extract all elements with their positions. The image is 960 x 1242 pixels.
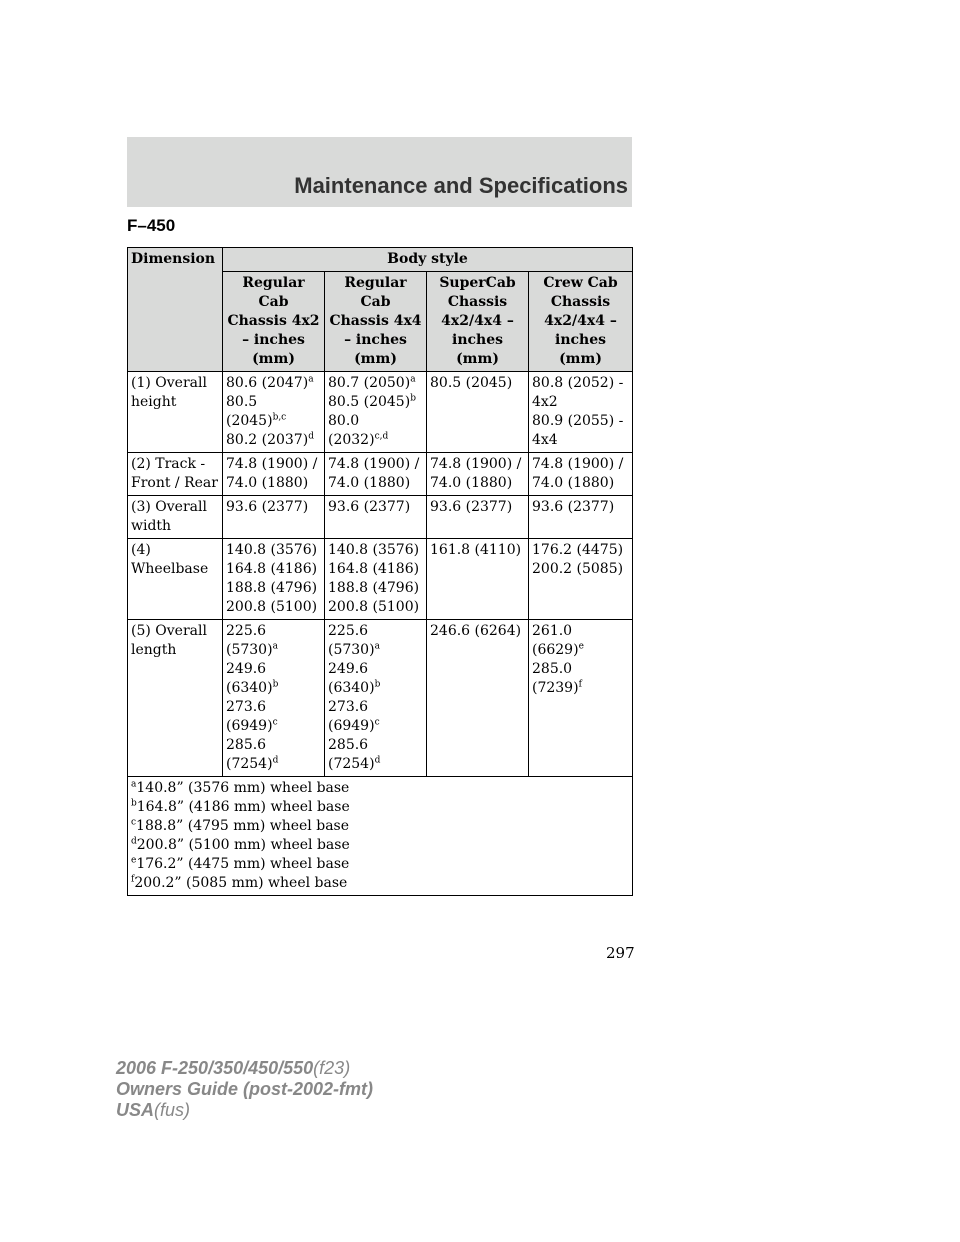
cell-value: (2032) — [328, 432, 375, 448]
cell-value: 249.6 — [328, 661, 369, 677]
cell-line — [328, 498, 423, 517]
footnote — [131, 855, 629, 874]
cell-value: 188.8 (4796) — [328, 580, 420, 596]
cell-value: 200.8 (5100) — [226, 599, 318, 615]
row-label — [128, 453, 223, 496]
column-header — [325, 272, 427, 372]
cell-line — [226, 455, 321, 474]
section-title: F–450 — [127, 216, 176, 235]
cell-line — [328, 698, 423, 717]
column-header-line: Chassis — [447, 294, 508, 310]
column-header — [427, 272, 529, 372]
footnote — [131, 798, 629, 817]
column-header-line: SuperCab — [439, 275, 516, 291]
cell-line — [328, 560, 423, 579]
column-header-line: Chassis 4x2 — [227, 313, 320, 329]
row-label — [128, 620, 223, 777]
footnote-marker: b — [410, 393, 416, 404]
body-style-header: Body style — [223, 248, 633, 272]
column-header-line: Regular — [242, 275, 305, 291]
footnote-marker: a — [308, 374, 314, 385]
footnote-marker: f — [578, 679, 582, 690]
cell-line — [532, 455, 629, 474]
cell-line — [226, 622, 321, 641]
cell-value: 164.8 (4186) — [328, 561, 420, 577]
cell-value: 249.6 — [226, 661, 267, 677]
cell-line — [226, 474, 321, 493]
cell-value: 74.0 (1880) — [226, 475, 309, 491]
cell-value: (6949) — [226, 718, 273, 734]
cell-value: 74.0 (1880) — [328, 475, 411, 491]
table-cell — [325, 372, 427, 453]
footnote-marker: c — [374, 717, 380, 728]
table-cell — [529, 453, 633, 496]
footnote-marker: f — [131, 874, 135, 885]
cell-value: 200.8 (5100) — [328, 599, 420, 615]
footnote-text: 200.2” (5085 mm) wheel base — [134, 875, 348, 891]
row-label — [128, 372, 223, 453]
cell-value: (2045) — [226, 413, 273, 429]
cell-value: 4x4 — [532, 432, 558, 448]
footnote — [131, 779, 629, 798]
footnote — [131, 836, 629, 855]
footnote-marker: e — [131, 855, 137, 866]
column-header-line: (mm) — [252, 351, 295, 367]
column-header-line: Cab — [360, 294, 391, 310]
column-header-line: inches — [452, 332, 503, 348]
cell-line — [226, 641, 321, 660]
column-header-line: (mm) — [354, 351, 397, 367]
cell-value: 273.6 — [328, 699, 369, 715]
dimension-header: Dimension — [128, 248, 223, 372]
header-band — [127, 137, 632, 207]
column-header-line: – inches — [344, 332, 407, 348]
cell-line — [430, 622, 525, 641]
cell-value: 74.8 (1900) / — [430, 456, 522, 472]
footnote-marker: e — [578, 641, 584, 652]
cell-value: 93.6 (2377) — [328, 499, 411, 515]
cell-line — [532, 560, 629, 579]
cell-value: 285.0 — [532, 661, 573, 677]
cell-value: 225.6 — [226, 623, 267, 639]
cell-line — [532, 641, 629, 660]
cell-line — [430, 498, 525, 517]
cell-value: 4x2 — [532, 394, 558, 410]
cell-line — [226, 698, 321, 717]
column-header — [529, 272, 633, 372]
table-cell — [325, 539, 427, 620]
footnote-text: 188.8” (4795 mm) wheel base — [136, 818, 350, 834]
row-label-line: (3) Overall — [131, 499, 207, 515]
cell-value: 74.0 (1880) — [430, 475, 513, 491]
column-header-line: 4x2/4x4 – — [544, 313, 617, 329]
footnote-marker: d — [308, 431, 314, 442]
cell-line — [226, 736, 321, 755]
footnote — [131, 817, 629, 836]
table-cell — [529, 496, 633, 539]
footnote-marker: b — [272, 679, 279, 690]
cell-line — [328, 455, 423, 474]
row-label-line: height — [131, 394, 177, 410]
row-label-line: (2) Track - — [131, 456, 206, 472]
cell-line — [328, 598, 423, 617]
row-label-line: (5) Overall — [131, 623, 207, 639]
footer-market-code: (fus) — [154, 1100, 191, 1120]
cell-value: 80.0 — [328, 413, 360, 429]
cell-line — [226, 579, 321, 598]
table-cell — [223, 496, 325, 539]
cell-line — [430, 541, 525, 560]
cell-line — [328, 579, 423, 598]
cell-line — [328, 622, 423, 641]
cell-line — [328, 679, 423, 698]
cell-value: 74.8 (1900) / — [226, 456, 318, 472]
row-label-line: Front / Rear — [131, 475, 218, 491]
cell-value: 273.6 — [226, 699, 267, 715]
cell-line — [226, 560, 321, 579]
footnote-marker: d — [272, 755, 279, 766]
cell-value: (7254) — [226, 756, 273, 772]
row-label — [128, 539, 223, 620]
cell-line — [328, 717, 423, 736]
footnote-marker: c,d — [374, 431, 389, 442]
cell-line — [532, 541, 629, 560]
cell-line — [226, 431, 321, 450]
cell-value: 261.0 — [532, 623, 573, 639]
cell-line — [430, 455, 525, 474]
table-body — [128, 372, 633, 896]
cell-value: 93.6 (2377) — [430, 499, 513, 515]
table-cell — [427, 372, 529, 453]
table-cell — [223, 453, 325, 496]
column-header-line: Cab — [258, 294, 289, 310]
cell-value: 80.2 (2037) — [226, 432, 309, 448]
cell-line — [328, 755, 423, 774]
cell-line — [532, 393, 629, 412]
cell-line — [226, 679, 321, 698]
cell-value: 246.6 (6264) — [430, 623, 522, 639]
cell-line — [328, 541, 423, 560]
table-row — [128, 372, 633, 453]
table-cell — [427, 539, 529, 620]
table-row — [128, 453, 633, 496]
column-header-line: (mm) — [559, 351, 602, 367]
footnote-marker: a — [131, 779, 137, 790]
footnote-text: 164.8” (4186 mm) wheel base — [136, 799, 350, 815]
cell-value: 188.8 (4796) — [226, 580, 318, 596]
table-cell — [223, 620, 325, 777]
cell-value: 80.7 (2050) — [328, 375, 411, 391]
cell-line — [328, 393, 423, 412]
cell-value: 80.9 (2055) - — [532, 413, 624, 429]
footnote-marker: c — [131, 817, 137, 828]
cell-value: (5730) — [328, 642, 375, 658]
cell-value: 93.6 (2377) — [226, 499, 309, 515]
cell-line — [532, 660, 629, 679]
row-label — [128, 496, 223, 539]
row-label-line: length — [131, 642, 177, 658]
table-cell — [427, 496, 529, 539]
footnote-marker: d — [374, 755, 381, 766]
cell-value: 80.5 (2045) — [328, 394, 411, 410]
cell-value: 80.5 — [226, 394, 258, 410]
row-label-line: (1) Overall — [131, 375, 207, 391]
cell-line — [532, 622, 629, 641]
cell-line — [328, 641, 423, 660]
cell-value: (5730) — [226, 642, 273, 658]
column-header-line: 4x2/4x4 – — [441, 313, 514, 329]
cell-line — [226, 755, 321, 774]
footnote-marker: a — [272, 641, 278, 652]
footnote-marker: d — [131, 836, 137, 847]
cell-line — [532, 498, 629, 517]
footer-market: USA — [116, 1100, 155, 1120]
cell-value: 225.6 — [328, 623, 369, 639]
cell-line — [226, 393, 321, 412]
document-footer — [116, 1058, 373, 1121]
cell-value: 93.6 (2377) — [532, 499, 615, 515]
cell-value: 176.2 (4475) — [532, 542, 624, 558]
cell-value: 74.8 (1900) / — [328, 456, 420, 472]
footnote-text: 200.8” (5100 mm) wheel base — [136, 837, 350, 853]
table-cell — [427, 453, 529, 496]
cell-line — [430, 374, 525, 393]
footnote-marker: b — [131, 798, 137, 809]
cell-value: 285.6 — [226, 737, 267, 753]
cell-value: 285.6 — [328, 737, 369, 753]
table-cell — [529, 620, 633, 777]
cell-value: (6629) — [532, 642, 579, 658]
table-cell — [223, 372, 325, 453]
cell-line — [532, 412, 629, 431]
cell-value: 80.6 (2047) — [226, 375, 309, 391]
page-number: 297 — [606, 944, 635, 962]
footnote-text: 176.2” (4475 mm) wheel base — [136, 856, 350, 872]
cell-line — [328, 374, 423, 393]
table-row — [128, 496, 633, 539]
row-label-line: Wheelbase — [131, 561, 209, 577]
cell-line — [532, 474, 629, 493]
footnote-marker: b,c — [272, 412, 287, 423]
footer-model: 2006 F-250/350/450/550 — [116, 1058, 314, 1078]
cell-line — [226, 717, 321, 736]
footer-guide: Owners Guide (post-2002-fmt) — [116, 1079, 374, 1099]
cell-value: 140.8 (3576) — [226, 542, 318, 558]
cell-line — [226, 374, 321, 393]
cell-value: 164.8 (4186) — [226, 561, 318, 577]
cell-line — [532, 679, 629, 698]
cell-value: (6340) — [328, 680, 375, 696]
column-header — [223, 272, 325, 372]
column-header-line: Regular — [344, 275, 407, 291]
table-row — [128, 539, 633, 620]
cell-line — [532, 374, 629, 393]
cell-value: 74.0 (1880) — [532, 475, 615, 491]
footnote-marker: b — [374, 679, 381, 690]
table-cell — [529, 372, 633, 453]
cell-line — [328, 736, 423, 755]
table-cell — [223, 539, 325, 620]
cell-value: (7254) — [328, 756, 375, 772]
footer-model-code: (f23) — [313, 1058, 351, 1078]
cell-line — [328, 474, 423, 493]
column-header-line: – inches — [242, 332, 305, 348]
footnote-marker: a — [374, 641, 380, 652]
cell-line — [328, 412, 423, 431]
table-cell — [325, 496, 427, 539]
cell-value: (6949) — [328, 718, 375, 734]
table-cell — [427, 620, 529, 777]
cell-value: 140.8 (3576) — [328, 542, 420, 558]
column-header-line: Crew Cab — [543, 275, 618, 291]
column-header-line: Chassis 4x4 — [329, 313, 422, 329]
cell-line — [226, 598, 321, 617]
footnotes-row — [128, 777, 633, 896]
cell-value: 200.2 (5085) — [532, 561, 624, 577]
column-header-line: Chassis — [550, 294, 611, 310]
column-header-line: inches — [555, 332, 606, 348]
cell-value: 80.5 (2045) — [430, 375, 513, 391]
cell-value: 161.8 (4110) — [430, 542, 522, 558]
row-label-line: (4) — [131, 542, 151, 558]
cell-line — [328, 431, 423, 450]
cell-value: 74.8 (1900) / — [532, 456, 624, 472]
row-label-line: width — [131, 518, 172, 534]
cell-value: (6340) — [226, 680, 273, 696]
footnote-text: 140.8” (3576 mm) wheel base — [136, 780, 350, 796]
footnote-marker: a — [410, 374, 416, 385]
cell-line — [430, 474, 525, 493]
cell-value: (7239) — [532, 680, 579, 696]
footnotes-cell — [128, 777, 633, 896]
cell-line — [328, 660, 423, 679]
cell-line — [226, 412, 321, 431]
cell-line — [226, 541, 321, 560]
table-cell — [325, 620, 427, 777]
footnote — [131, 874, 629, 893]
table-cell — [529, 539, 633, 620]
cell-value: 80.8 (2052) - — [532, 375, 624, 391]
specifications-table — [127, 247, 633, 896]
cell-line — [226, 498, 321, 517]
table-row — [128, 620, 633, 777]
cell-line — [532, 431, 629, 450]
table-cell — [325, 453, 427, 496]
page-header-title: Maintenance and Specifications — [294, 173, 628, 198]
column-header-line: (mm) — [456, 351, 499, 367]
footnote-marker: c — [272, 717, 278, 728]
cell-line — [226, 660, 321, 679]
